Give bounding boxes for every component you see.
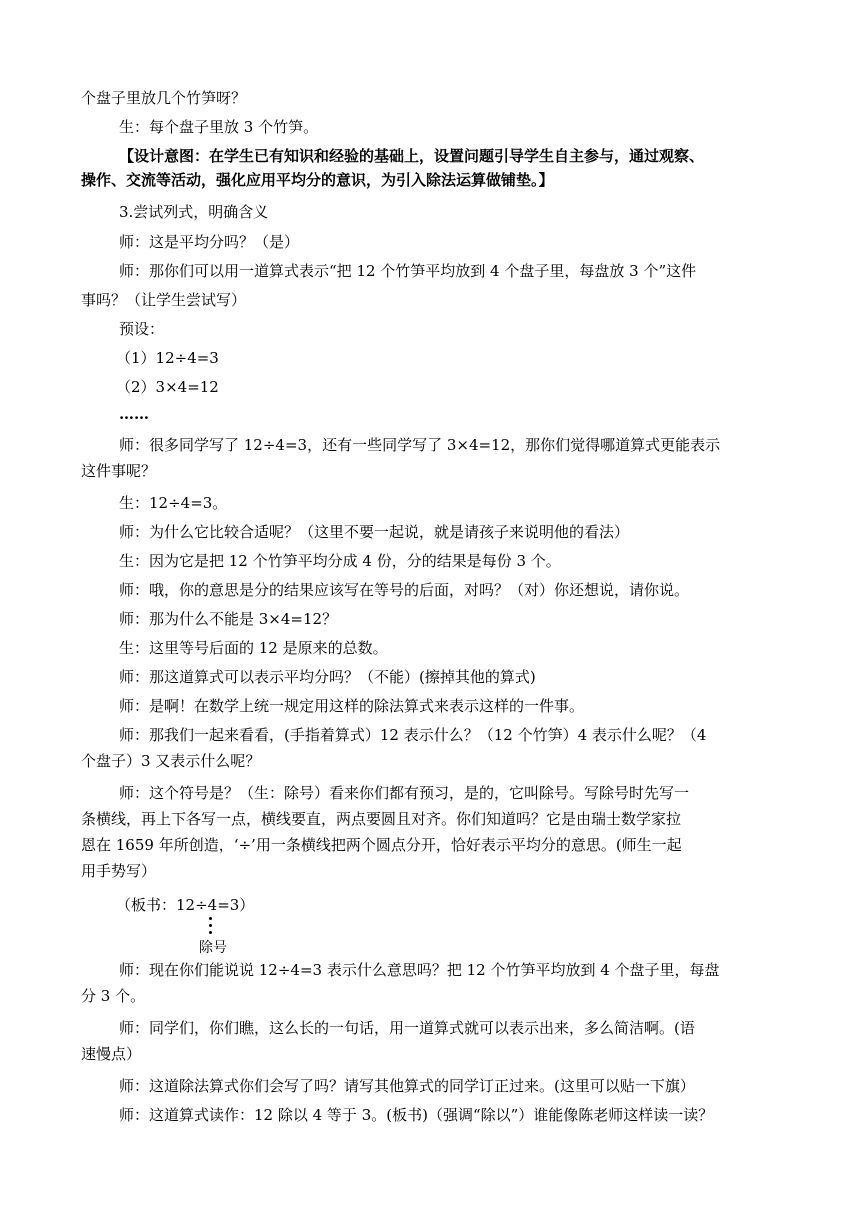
text-line: 师：那你们可以用一道算式表示“把 12 个竹笋平均放到 4 个盘子里，每盘放 3 个”这件 [119,262,697,280]
board-writing: （板书：12÷4=3） [116,896,255,914]
text-line: 师：这是平均分吗？（是） [119,233,300,251]
design-intent-line: 操作、交流等活动，强化应用平均分的意识，为引入除法运算做铺垫。】 [81,171,554,189]
preset-item: （1）12÷4=3 [116,349,219,367]
text-line: 事吗？（让学生尝试写） [81,291,247,309]
text-line: 恩在 1659 年所创造，‘÷’用一条横线把两个圆点分开，恰好表示平均分的意思。(师生一起 [81,836,682,854]
text-line: 预设： [119,320,165,338]
text-line: 师：是啊！在数学上统一规定用这样的除法算式来表示这样的一件事。 [119,697,585,715]
ellipsis: …… [119,405,149,423]
dotted-pointer-line [209,915,213,937]
text-line: 师：那我们一起来看看，(手指着算式）12 表示什么？（12 个竹笋）4 表示什么呢？（4 [119,726,707,744]
text-line: 生：因为它是把 12 个竹笋平均分成 4 份，分的结果是每份 3 个。 [119,552,561,570]
text-line: 师：这道除法算式你们会写了吗？请写其他算式的同学订正过来。(这里可以贴一下旗） [119,1077,695,1095]
text-line: 师：为什么它比较合适呢？（这里不要一起说，就是请孩子来说明他的看法） [119,523,630,541]
text-line: 速慢点） [81,1045,142,1063]
text-line: 生：这里等号后面的 12 是原来的总数。 [119,639,388,657]
text-line: 条横线，再上下各写一点，横线要直，两点要圆且对齐。你们知道吗？它是由瑞士数学家拉 [81,810,682,828]
design-intent-line: 【设计意图：在学生已有知识和经验的基础上，设置问题引导学生自主参与，通过观察、 [119,147,705,165]
text-line: 个盘子）3 又表示什么呢？ [81,752,261,770]
text-line: 师：哦，你的意思是分的结果应该写在等号的后面，对吗？（对）你还想说，请你说。 [119,581,690,599]
preset-item: （2）3×4=12 [116,378,219,396]
section-heading: 3.尝试列式，明确含义 [119,203,269,221]
text-line: 用手势写） [81,862,157,880]
text-line: 分 3 个。 [81,987,146,1005]
text-line: 生：每个盘子里放 3 个竹笋。 [119,118,319,136]
text-line: 师：那这道算式可以表示平均分吗？（不能）(擦掉其他的算式) [119,668,536,686]
division-sign-label: 除号 [199,940,227,956]
text-line: 这件事呢？ [81,462,157,480]
text-line: 生：12÷4=3。 [119,494,228,512]
text-line: 师：这道算式读作：12 除以 4 等于 3。(板书)（强调“除以”）谁能像陈老师这样读一读？ [119,1106,714,1124]
text-line: 师：同学们，你们瞧，这么长的一句话，用一道算式就可以表示出来，多么简洁啊。(语 [119,1019,695,1037]
text-line: 个盘子里放几个竹笋呀？ [81,89,247,107]
text-line: 师：现在你们能说说 12÷4=3 表示什么意思吗？把 12 个竹笋平均放到 4 个盘子里，每盘 [119,961,720,979]
text-line: 师：很多同学写了 12÷4=3，还有一些同学写了 3×4=12，那你们觉得哪道算式更能表示 [119,436,721,454]
text-line: 师：这个符号是？（生：除号）看来你们都有预习，是的，它叫除号。写除号时先写一 [119,784,690,802]
text-line: 师：那为什么不能是 3×4=12？ [119,610,338,628]
